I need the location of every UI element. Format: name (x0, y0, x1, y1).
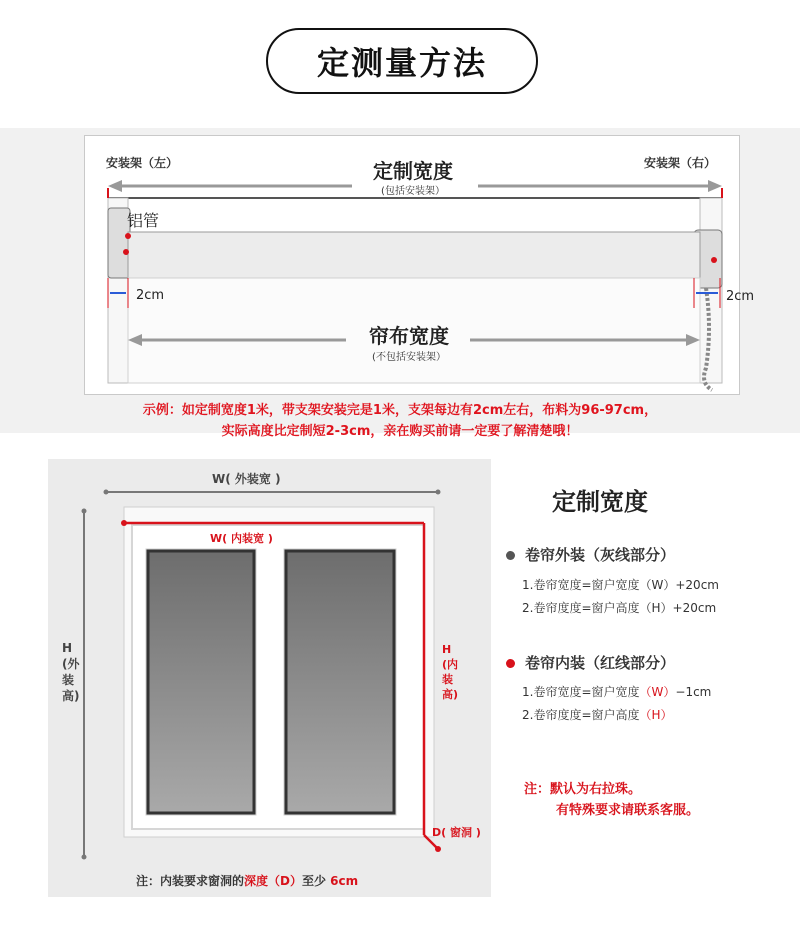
pull-chain-note-2: 有特殊要求请联系客服。 (556, 803, 700, 818)
bracket-left-label: 安装架（左） (106, 156, 179, 170)
aluminum-tube-shape (128, 232, 700, 278)
inside-heading-text: 卷帘内装（红线部分） (525, 654, 676, 672)
outer-width-dot-right (436, 490, 441, 495)
inside-line-2-b: （H） (639, 708, 673, 722)
right-panel-title: 定制宽度 (552, 488, 648, 516)
pull-chain-note-1: 注：默认为右拉珠。 (524, 782, 642, 797)
fabric-width-label: 帘布宽度 (369, 324, 449, 348)
depth-footnote-depth: 深度（D） (244, 874, 302, 888)
inner-width-dot-left (121, 520, 127, 526)
fabric-width-note: (不包括安装架） (372, 352, 446, 363)
example-line-2: 实际高度比定制短2-3cm，亲在购买前请一定要了解清楚哦！ (221, 424, 579, 439)
outside-line-2: 2.卷帘度度=窗户高度（H）+20cm (522, 601, 717, 615)
depth-footnote-prefix: 注：内装要求窗洞的 (136, 874, 245, 888)
example-note (0, 400, 800, 442)
red-dot-left-mid (123, 249, 129, 255)
outer-width-label: W( 外装宽 ) (212, 472, 281, 486)
inner-width-label: W( 内装宽 ) (210, 532, 273, 545)
outside-heading-text: 卷帘外装（灰线部分） (525, 546, 676, 564)
inside-heading (506, 652, 675, 673)
inside-line-1-a: 1.卷帘宽度=窗户宽度 (522, 685, 640, 699)
red-dot-left-top (125, 233, 131, 239)
outside-heading (506, 544, 675, 565)
depth-dot (435, 846, 441, 852)
inside-line-1-c: −1cm (675, 685, 712, 699)
page-title: 定测量方法 (266, 28, 538, 94)
inner-height-label: H(内装高) (442, 643, 459, 701)
aluminum-tube-label: 铝管 (127, 211, 160, 230)
inside-line-1 (522, 683, 711, 700)
width-arrowhead-right (708, 180, 722, 192)
inside-bullet-icon (506, 659, 515, 668)
inside-line-2-a: 2.卷帘度度=窗户高度 (522, 708, 640, 722)
inside-line-2 (522, 706, 673, 723)
outer-height-label: H(外装高) (62, 641, 80, 703)
right-glass (286, 551, 394, 813)
depth-footnote (136, 872, 358, 889)
example-line-1: 示例：如定制宽度1米，带支架安装完是1米，支架每边有2cm左右，布料为96-97cm， (142, 403, 658, 418)
outer-height-dot-top (82, 509, 87, 514)
inside-line-1-b: （W） (639, 685, 676, 699)
gap-left-label: 2cm (136, 288, 165, 303)
outside-bullet-icon (506, 551, 515, 560)
right-wall (700, 198, 722, 383)
gap-right-label: 2cm (726, 289, 755, 304)
outer-width-dot-left (104, 490, 109, 495)
window-illustration (48, 459, 491, 897)
outside-line-1: 1.卷帘宽度=窗户宽度（W）+20cm (522, 578, 719, 592)
bracket-right-label: 安装架（右） (644, 156, 717, 170)
outer-height-dot-bottom (82, 855, 87, 860)
left-glass (148, 551, 254, 813)
depth-footnote-mid: 至少 (301, 874, 331, 888)
depth-footnote-value: 6cm (330, 874, 359, 888)
depth-label: D( 窗洞 ) (432, 826, 481, 839)
custom-width-note: (包括安装架） (381, 186, 445, 197)
width-arrowhead-left (108, 180, 122, 192)
red-dot-right (711, 257, 717, 263)
custom-width-label: 定制宽度 (373, 159, 453, 183)
